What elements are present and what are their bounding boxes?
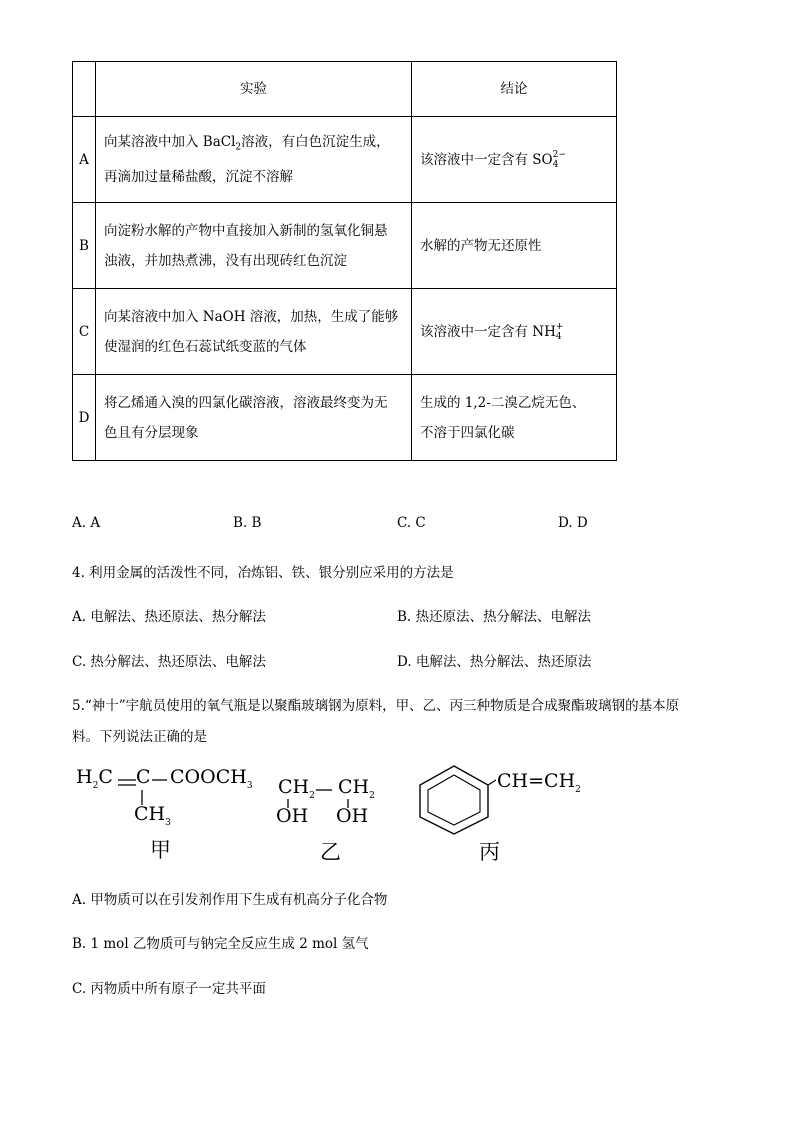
table-row [73, 117, 617, 203]
row-label: A [73, 117, 96, 203]
q4-option-a: A. 电解法、热还原法、热分解法 [72, 609, 266, 625]
conclusion-cell: 水解的产物无还原性 [412, 203, 617, 289]
q3-option-a: A. A [72, 515, 101, 531]
q5-stem-line1: 5.“神十”宇航员使用的氧气瓶是以聚酯玻璃钢为原料，甲、乙、丙三种物质是合成聚酯玻璃钢的基本原 [72, 698, 680, 714]
single-bond-icon [314, 786, 334, 796]
experiment-line: 浊液，并加热煮沸，没有出现砖红色沉淀 [104, 252, 347, 269]
jia-ester-group: $COOCH_3$ [170, 766, 253, 791]
jia-methyl: $CH_3$ [134, 803, 171, 828]
table-row [73, 375, 617, 461]
yi-oh-b: OH [336, 805, 369, 827]
conclusion-cell: 该溶液中一定含有 SO 2− 4 [412, 117, 617, 203]
row-label: C [73, 289, 96, 375]
experiment-line: 将乙烯通入溴的四氯化碳溶液，溶液最终变为无 [104, 394, 388, 411]
q4-stem: 4. 利用金属的活泼性不同，冶炼铝、铁、银分别应采用的方法是 [72, 565, 454, 581]
experiment-cell [96, 375, 412, 461]
experiment-line: 再滴加过量稀盐酸，沉淀不溶解 [104, 169, 293, 186]
row-label: D [73, 375, 96, 461]
yi-ch2-a: $CH_2$ [278, 776, 315, 801]
q5-option-a: A. 甲物质可以在引发剂作用下生成有机高分子化合物 [72, 892, 388, 908]
yi-oh-a: OH [276, 805, 309, 827]
header-experiment: 实验 [96, 62, 412, 117]
q3-option-c: C. C [397, 515, 426, 531]
q4-option-d: D. 电解法、热分解法、热还原法 [397, 654, 592, 670]
yi-label: 乙 [320, 840, 341, 864]
q3-option-d: D. D [558, 515, 588, 531]
q4-option-b: B. 热还原法、热分解法、电解法 [397, 609, 592, 625]
yi-ch2-b: $CH_2$ [338, 776, 375, 801]
table-header-row [73, 62, 617, 117]
benzene-ring-icon [412, 764, 496, 836]
q4-option-c: C. 热分解法、热还原法、电解法 [72, 654, 266, 670]
experiment-cell [96, 203, 412, 289]
bing-vinyl-group: $CH=CH_2$ [497, 770, 581, 795]
table-row [73, 203, 617, 289]
row-label: B [73, 203, 96, 289]
experiment-cell [96, 117, 412, 203]
jia-structure-top: $H_2C$ [76, 766, 113, 791]
experiment-table [72, 61, 617, 461]
experiment-line: 色且有分层现象 [104, 424, 199, 441]
header-conclusion: 结论 [412, 62, 617, 117]
q5-stem-line2: 料。下列说法正确的是 [72, 729, 207, 745]
conclusion-cell: 该溶液中一定含有 NH + 4 [412, 289, 617, 375]
q3-option-b: B. B [233, 515, 262, 531]
q5-option-b: B. 1 mol 乙物质可与钠完全反应生成 2 mol 氢气 [72, 936, 369, 952]
table-row [73, 289, 617, 375]
header-label-cell [73, 62, 96, 117]
q5-option-c: C. 丙物质中所有原子一定共平面 [72, 981, 266, 997]
jia-center-carbon: C [136, 766, 151, 788]
experiment-line: 向某溶液中加入 BaCl$_2$溶液，有白色沉淀生成， [104, 133, 390, 153]
experiment-line: 向某溶液中加入 NaOH 溶液，加热，生成了能够 [104, 308, 399, 325]
experiment-line: 向淀粉水解的产物中直接加入新制的氢氧化铜悬 [104, 222, 388, 239]
experiment-line: 使湿润的红色石蕊试纸变蓝的气体 [104, 338, 307, 355]
experiment-cell [96, 289, 412, 375]
jia-label: 甲 [150, 838, 171, 862]
bing-label: 丙 [479, 840, 500, 864]
single-bond-icon [150, 776, 170, 786]
conclusion-cell: 生成的 1,2-二溴乙烷无色、 不溶于四氯化碳 [412, 375, 617, 461]
